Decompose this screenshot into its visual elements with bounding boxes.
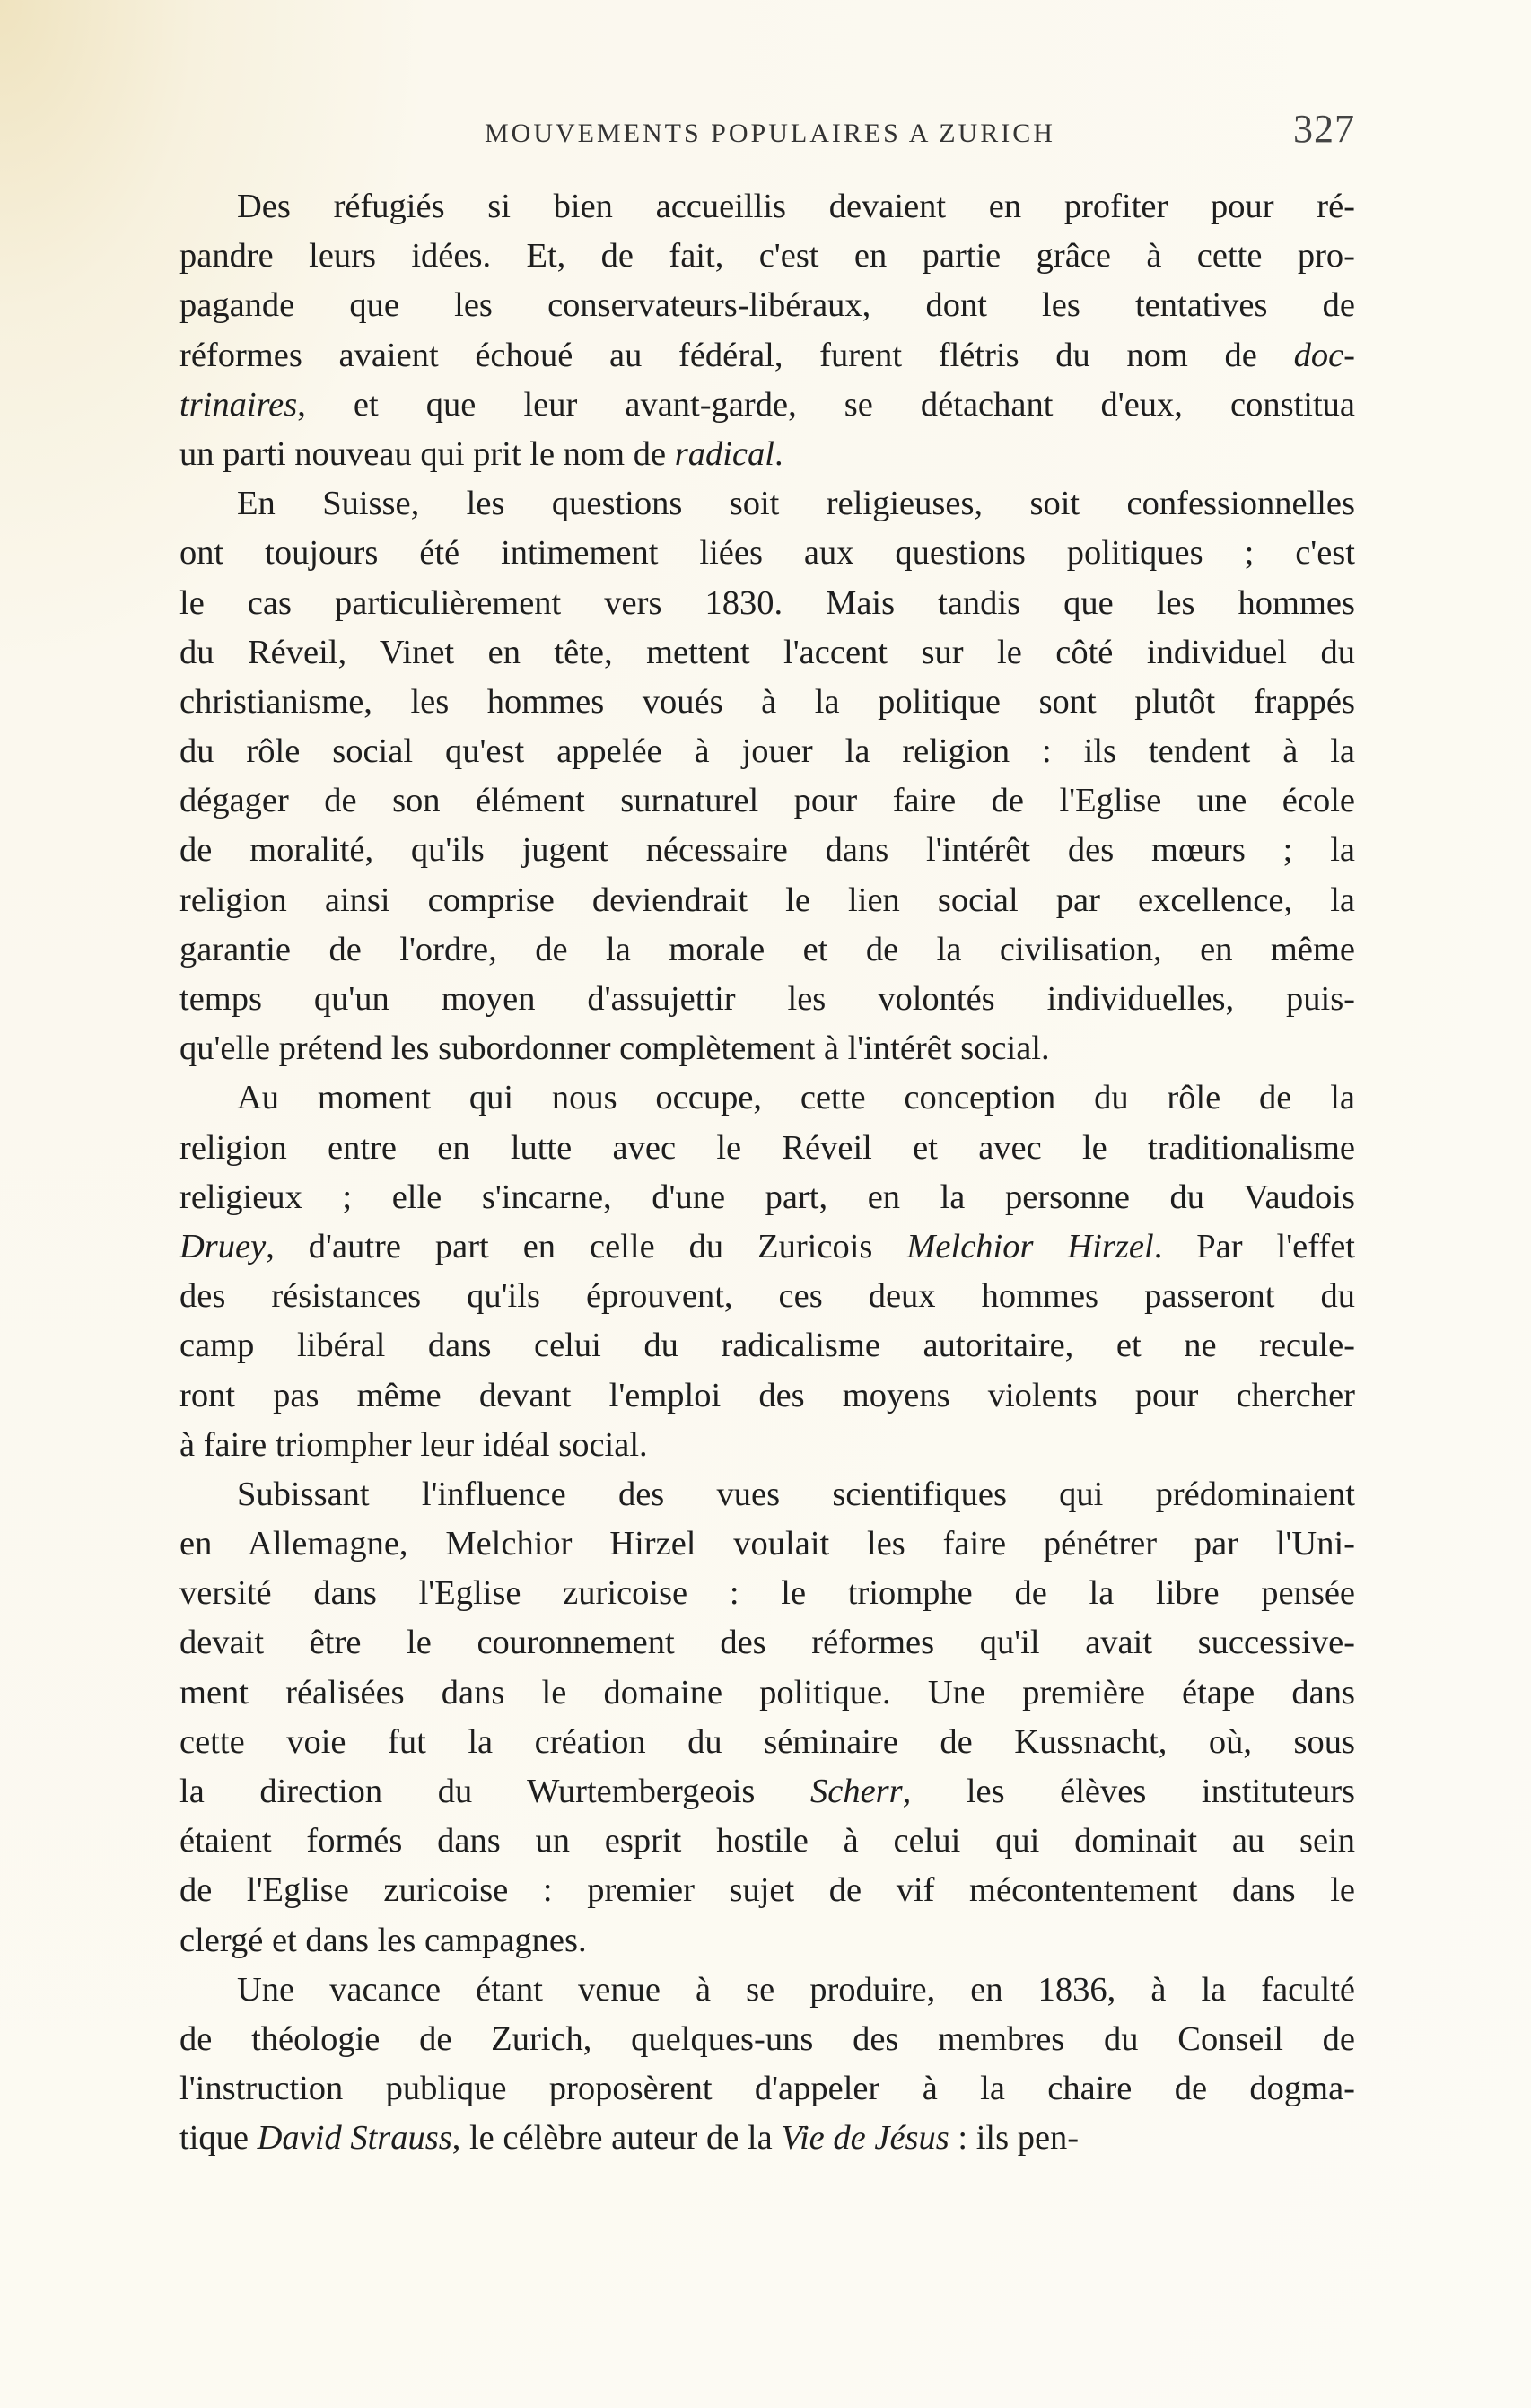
text-line <box>179 925 1355 975</box>
text-run: En Suisse, les questions soit religieuses, soit confessionnelles <box>237 485 1355 523</box>
text-line <box>179 1073 1355 1123</box>
text-run: pagande que les conservateurs-libéraux, dont les tentatives de <box>179 286 1355 325</box>
text-run: la direction du Wurtembergeois <box>179 1773 810 1810</box>
text-line <box>179 1866 1355 1915</box>
text-line <box>179 1024 1355 1073</box>
text-run: Subissant l'influence des vues scientifiques qui prédominaient <box>237 1475 1355 1513</box>
paragraph <box>179 1966 1355 2164</box>
text-run: ront pas même devant l'emploi des moyens violents pour chercher <box>179 1376 1355 1414</box>
text-line <box>179 678 1355 727</box>
text-run: ont toujours été intimement liées aux questions politiques ; c'est <box>179 534 1355 573</box>
italic-text-run: Vie de Jésus <box>781 2119 949 2158</box>
text-line <box>179 232 1355 281</box>
text-run: du rôle social qu'est appelée à jouer la religion : ils tendent à la <box>179 732 1355 771</box>
text-line <box>179 1618 1355 1668</box>
text-run: Une vacance étant venue à se produire, en 1836, à la faculté <box>237 1970 1355 2009</box>
text-line <box>179 1569 1355 1618</box>
text-line <box>179 579 1355 628</box>
text-run: , d'autre part en celle du Zuricois <box>266 1227 907 1265</box>
text-line <box>179 1173 1355 1222</box>
text-run: religion entre en lutte avec le Réveil et avec le traditionalisme <box>179 1128 1355 1167</box>
text-line <box>179 1371 1355 1421</box>
text-line <box>179 529 1355 578</box>
italic-text-run: trinaires <box>179 385 298 424</box>
text-run: garantie de l'ordre, de la morale et de la civilisation, en même <box>179 930 1355 968</box>
text-line <box>179 1966 1355 2015</box>
text-run: dégager de son élément surnaturel pour faire de l'Eglise une école <box>179 782 1355 820</box>
italic-text-run: Druey <box>179 1227 267 1265</box>
text-run: , et que leur avant-garde, se détachant d'eux, constitua <box>297 385 1355 424</box>
text-run: Au moment qui nous occupe, cette conception du rôle de la <box>237 1079 1355 1117</box>
text-line <box>179 776 1355 826</box>
body-text <box>179 182 1355 2164</box>
paragraph <box>179 182 1355 479</box>
text-run: cette voie fut la création du séminaire de Kussnacht, où, sous <box>179 1722 1355 1761</box>
text-run: de l'Eglise zuricoise : premier sujet de vif mécontentement dans le <box>179 1871 1355 1910</box>
italic-text-run: doc- <box>1293 336 1355 374</box>
text-run: des résistances qu'ils éprouvent, ces deux hommes passeront du <box>179 1277 1355 1316</box>
text-line <box>179 1222 1355 1272</box>
text-line <box>179 826 1355 875</box>
text-line <box>179 1817 1355 1866</box>
text-line <box>179 975 1355 1024</box>
paragraph <box>179 1470 1355 1966</box>
text-line <box>179 2114 1355 2163</box>
text-run: . Par l'effet <box>1153 1227 1356 1265</box>
text-line <box>179 331 1355 381</box>
text-line <box>179 381 1355 430</box>
text-line <box>179 1668 1355 1718</box>
text-line <box>179 430 1355 479</box>
text-run: étaient formés dans un esprit hostile à celui qui dominait au sein <box>179 1822 1355 1861</box>
text-run: devait être le couronnement des réformes qu'il avait successive- <box>179 1624 1355 1662</box>
text-line <box>179 1272 1355 1321</box>
text-run: du Réveil, Vinet en tête, mettent l'accent sur le côté individuel du <box>179 633 1355 671</box>
text-run: à faire triompher leur idéal social. <box>179 1425 648 1464</box>
text-line <box>179 1916 1355 1966</box>
text-run: ment réalisées dans le domaine politique. Une première étape dans <box>179 1673 1355 1712</box>
text-run: pandre leurs idées. Et, de fait, c'est en partie grâce à cette pro- <box>179 237 1355 276</box>
text-run: . <box>774 434 783 473</box>
text-run: : ils pen- <box>949 2119 1080 2158</box>
text-line <box>179 1767 1355 1817</box>
text-line <box>179 2015 1355 2064</box>
text-line <box>179 1124 1355 1173</box>
italic-text-run: David Strauss <box>257 2119 452 2158</box>
text-line <box>179 1470 1355 1519</box>
text-run: tique <box>179 2119 258 2158</box>
text-line <box>179 1321 1355 1370</box>
text-run: qu'elle prétend les subordonner complètement à l'intérêt social. <box>179 1029 1050 1068</box>
text-run: religion ainsi comprise deviendrait le lien social par excellence, la <box>179 880 1355 919</box>
text-line <box>179 1718 1355 1767</box>
text-line <box>179 876 1355 925</box>
text-line <box>179 281 1355 330</box>
text-run: réformes avaient échoué au fédéral, furent flétris du nom de <box>179 336 1294 374</box>
running-title: MOUVEMENTS POPULAIRES A ZURICH <box>485 118 1055 148</box>
text-line <box>179 2064 1355 2114</box>
paragraph <box>179 1073 1355 1470</box>
text-run: un parti nouveau qui prit le nom de <box>179 434 675 473</box>
text-run: l'instruction publique proposèrent d'appeler à la chaire de dogma- <box>179 2070 1355 2108</box>
text-run: , le célèbre auteur de la <box>451 2119 782 2158</box>
paragraph <box>179 479 1355 1073</box>
text-line <box>179 628 1355 678</box>
text-line <box>179 727 1355 776</box>
text-run: versité dans l'Eglise zuricoise : le triomphe de la libre pensée <box>179 1574 1355 1613</box>
text-run: temps qu'un moyen d'assujettir les volontés individuelles, puis- <box>179 980 1355 1018</box>
text-line <box>179 479 1355 529</box>
text-run: de théologie de Zurich, quelques-uns des membres du Conseil de <box>179 2019 1355 2058</box>
page-number: 327 <box>1293 107 1355 151</box>
text-run: camp libéral dans celui du radicalisme autoritaire, et ne recule- <box>179 1327 1355 1365</box>
text-run: de moralité, qu'ils jugent nécessaire dans l'intérêt des mœurs ; la <box>179 831 1355 870</box>
text-line <box>179 1519 1355 1569</box>
page-header <box>179 107 1355 165</box>
text-run: Des réfugiés si bien accueillis devaient en profiter pour ré- <box>237 188 1355 225</box>
text-line <box>179 182 1355 232</box>
text-run: clergé et dans les campagnes. <box>179 1921 587 1959</box>
text-run: christianisme, les hommes voués à la politique sont plutôt frappés <box>179 682 1355 721</box>
text-run: , les élèves instituteurs <box>902 1773 1355 1810</box>
text-run: le cas particulièrement vers 1830. Mais tandis que les hommes <box>179 583 1355 622</box>
italic-text-run: Scherr <box>809 1773 903 1810</box>
text-run: religieux ; elle s'incarne, d'une part, en la personne du Vaudois <box>179 1178 1355 1216</box>
italic-text-run: Melchior Hirzel <box>906 1227 1154 1265</box>
text-run: en Allemagne, Melchior Hirzel voulait les faire pénétrer par l'Uni- <box>179 1525 1355 1563</box>
text-line <box>179 1421 1355 1470</box>
italic-text-run: radical <box>674 434 774 473</box>
